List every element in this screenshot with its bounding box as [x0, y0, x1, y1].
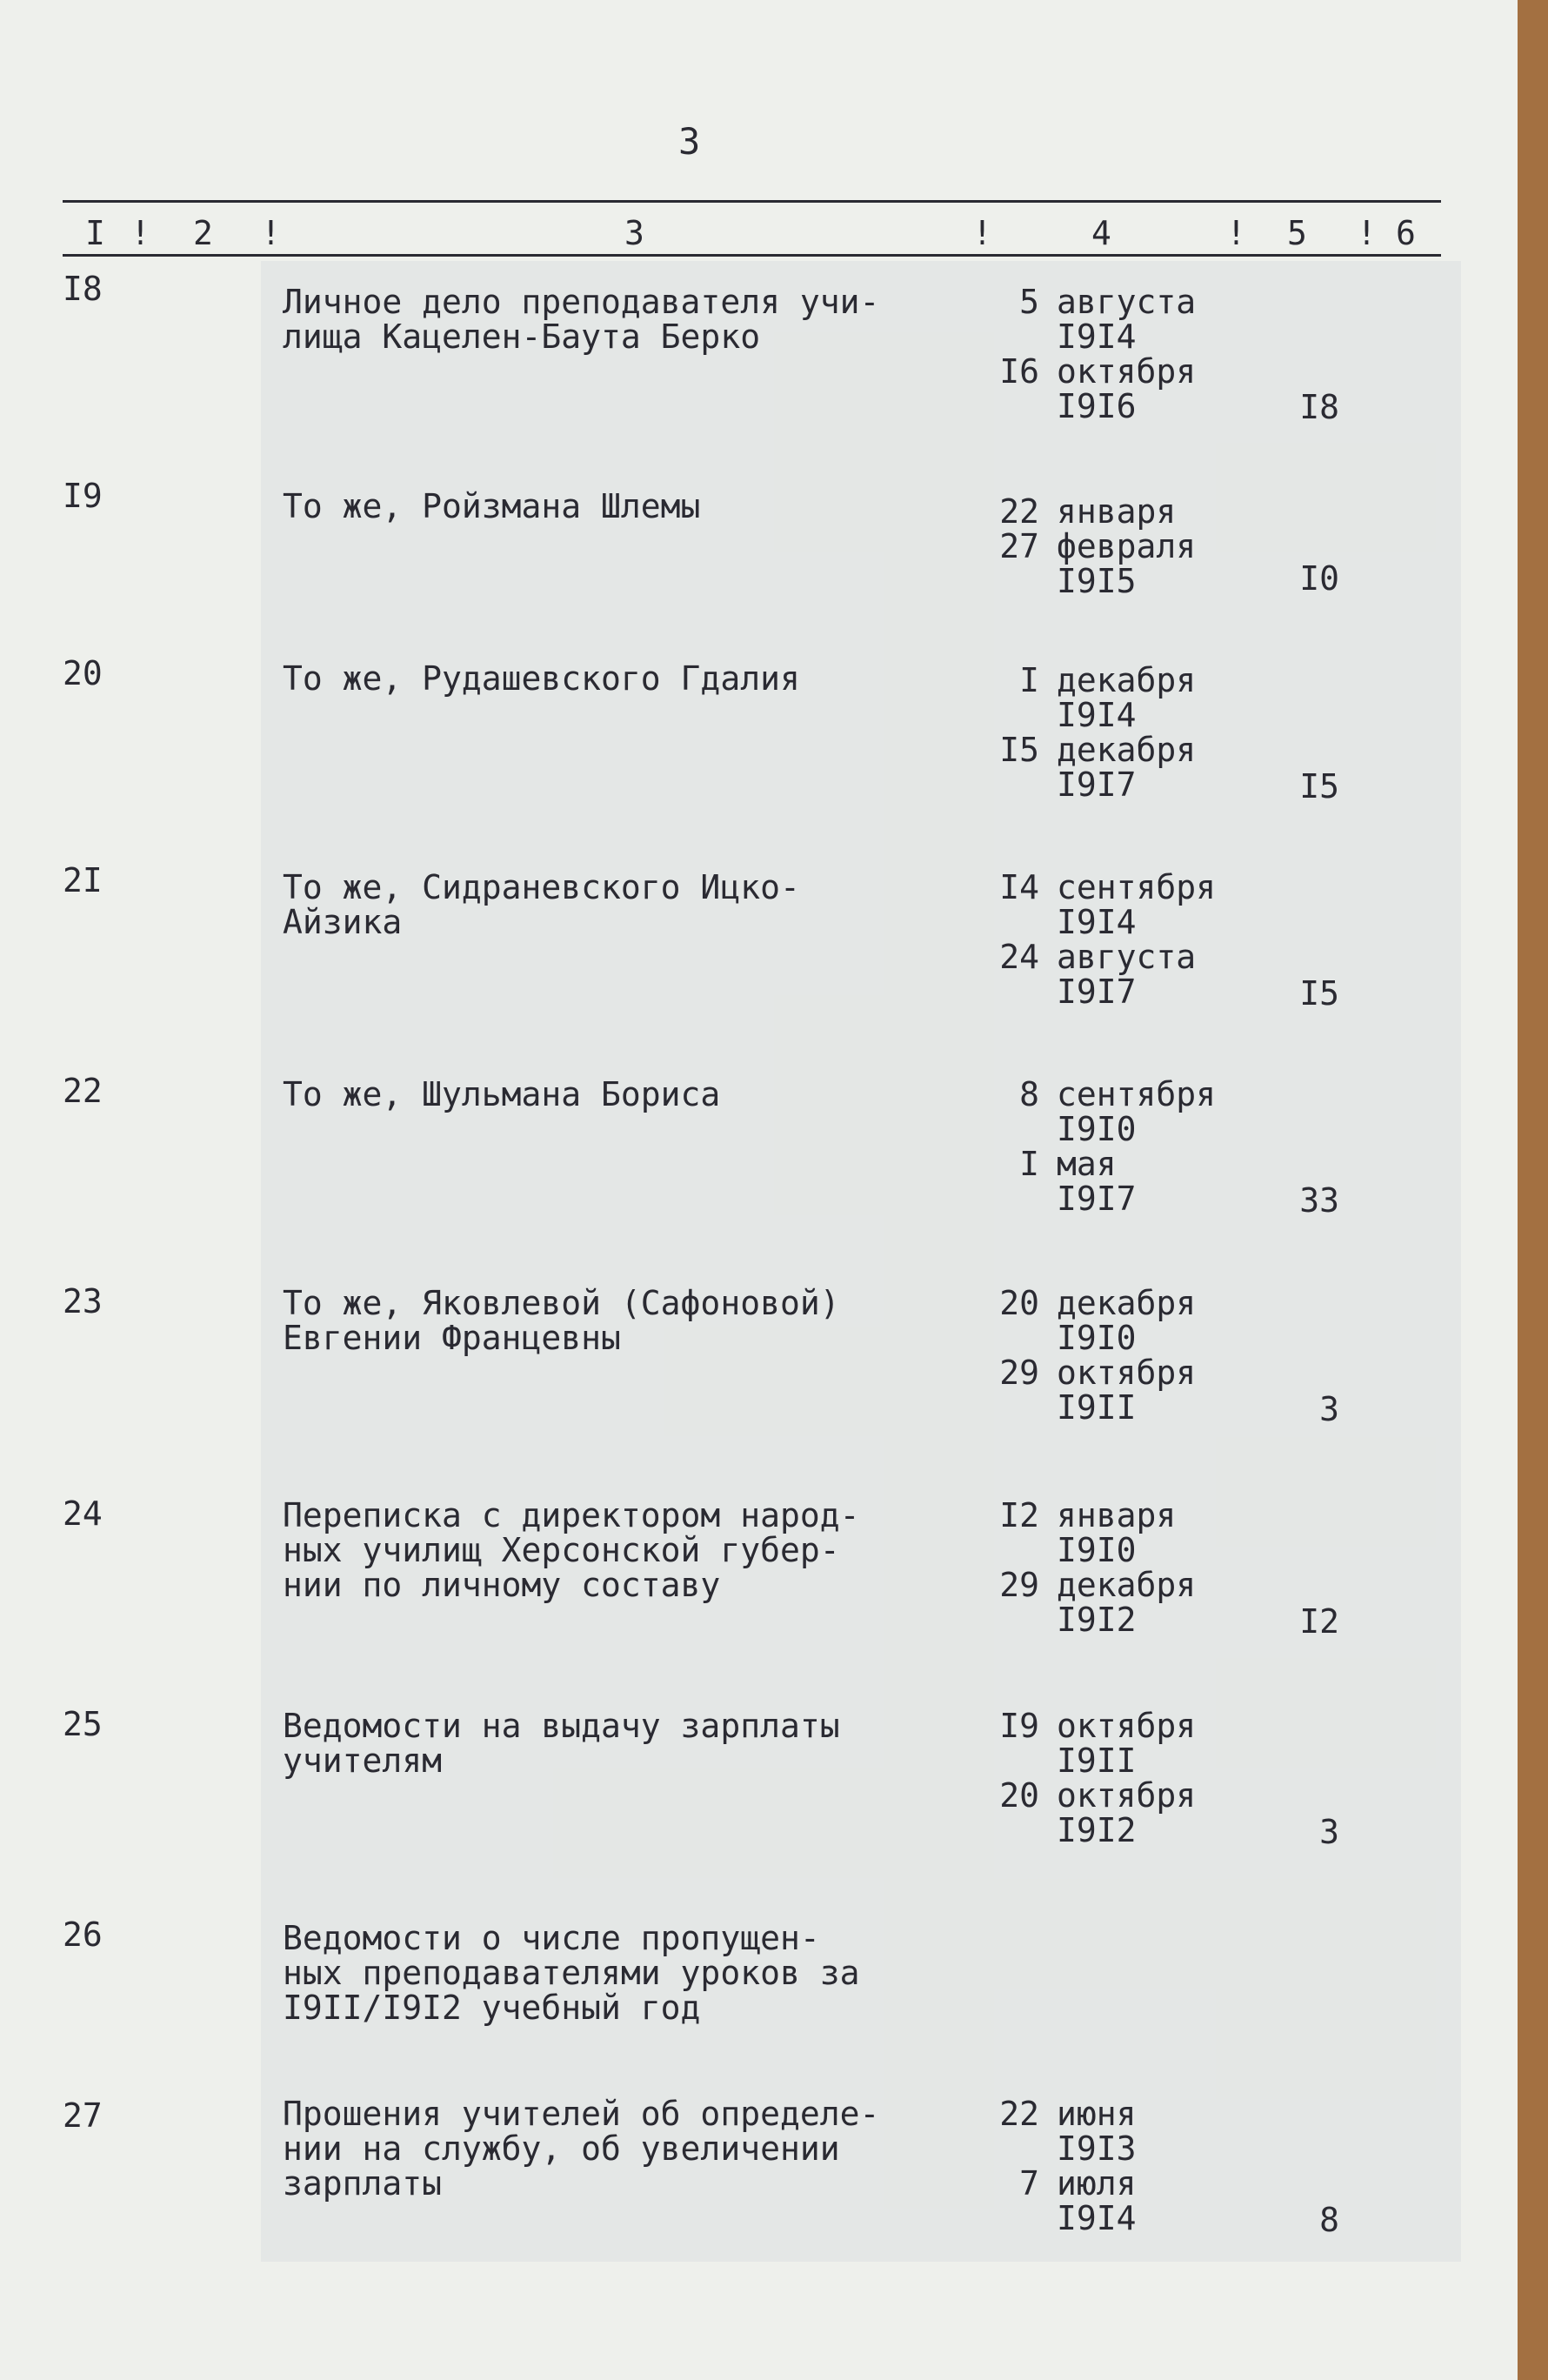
row-title: То же, Яковлевой (Сафоновой) Евгении Францевны: [283, 1284, 840, 1357]
row-title: То же, Ройзмана Шлемы: [283, 487, 701, 525]
row-number: 23: [63, 1282, 103, 1320]
header-sep: !: [1357, 214, 1377, 252]
date-range: I декабря I9I4 I5 декабря I9I7: [999, 661, 1197, 804]
sheet-count: 33: [1299, 1181, 1339, 1220]
date-range: 8 сентября I9I0 I мая I9I7: [1019, 1075, 1217, 1218]
row-title: Прошения учителей об определе- нии на службу, об увеличении зарплаты: [283, 2095, 880, 2203]
row-title: Ведомости о числе пропущен- ных преподавателями уроков за I9II/I9I2 учебный год: [283, 1919, 860, 2027]
date-range: 20 декабря I9I0 29 октября I9II: [999, 1284, 1197, 1427]
date-range: 22 июня I9I3 7 июля I9I4: [999, 2095, 1137, 2237]
header-col-5: 5: [1287, 214, 1307, 252]
header-col-6: 6: [1396, 214, 1416, 252]
sheet-count: 3: [1319, 1813, 1339, 1851]
row-title: То же, Рудашевского Гдалия: [283, 659, 800, 698]
date-range: I9 октября I9II 20 октября I9I2: [999, 1707, 1197, 1849]
sheet-count: I0: [1299, 559, 1339, 598]
header-sep: !: [972, 214, 992, 252]
header-rule-top: [63, 200, 1441, 203]
page-edge: [1518, 0, 1548, 2380]
row-number: I9: [63, 477, 103, 515]
sheet-count: 3: [1319, 1390, 1339, 1428]
header-sep: !: [130, 214, 150, 252]
header-sep: !: [261, 214, 281, 252]
row-number: 22: [63, 1072, 103, 1110]
sheet-count: I5: [1299, 767, 1339, 806]
date-range: 5 августа I9I4 I6 октября I9I6: [999, 283, 1197, 425]
header-col-1: I: [85, 214, 105, 252]
sheet-count: I5: [1299, 974, 1339, 1013]
header-col-2: 2: [193, 214, 213, 252]
row-number: 24: [63, 1494, 103, 1533]
row-title: То же, Шульмана Бориса: [283, 1075, 721, 1113]
row-title: Переписка с директором народ- ных училищ Херсонской губер- нии по личному составу: [283, 1496, 860, 1604]
row-number: 27: [63, 2096, 103, 2135]
row-number: 25: [63, 1705, 103, 1743]
row-number: 20: [63, 654, 103, 692]
page-number: 3: [678, 120, 701, 163]
date-range: 22 января 27 февраля I9I5: [999, 492, 1197, 600]
date-range: I4 сентября I9I4 24 августа I9I7: [999, 868, 1217, 1011]
sheet-count: I8: [1299, 388, 1339, 426]
row-title: То же, Сидраневского Ицко- Айзика: [283, 868, 800, 941]
sheet-count: 8: [1319, 2201, 1339, 2239]
header-rule-bottom: [63, 254, 1441, 257]
row-number: 26: [63, 1915, 103, 1954]
row-title: Личное дело преподавателя учи- лища Кацелен-Баута Берко: [283, 283, 880, 356]
date-range: I2 января I9I0 29 декабря I9I2: [999, 1496, 1197, 1639]
header-col-3: 3: [624, 214, 644, 252]
header-col-4: 4: [1091, 214, 1111, 252]
sheet-count: I2: [1299, 1602, 1339, 1641]
header-sep: !: [1226, 214, 1246, 252]
row-title: Ведомости на выдачу зарплаты учителям: [283, 1707, 840, 1780]
row-number: I8: [63, 270, 103, 308]
row-number: 2I: [63, 861, 103, 899]
